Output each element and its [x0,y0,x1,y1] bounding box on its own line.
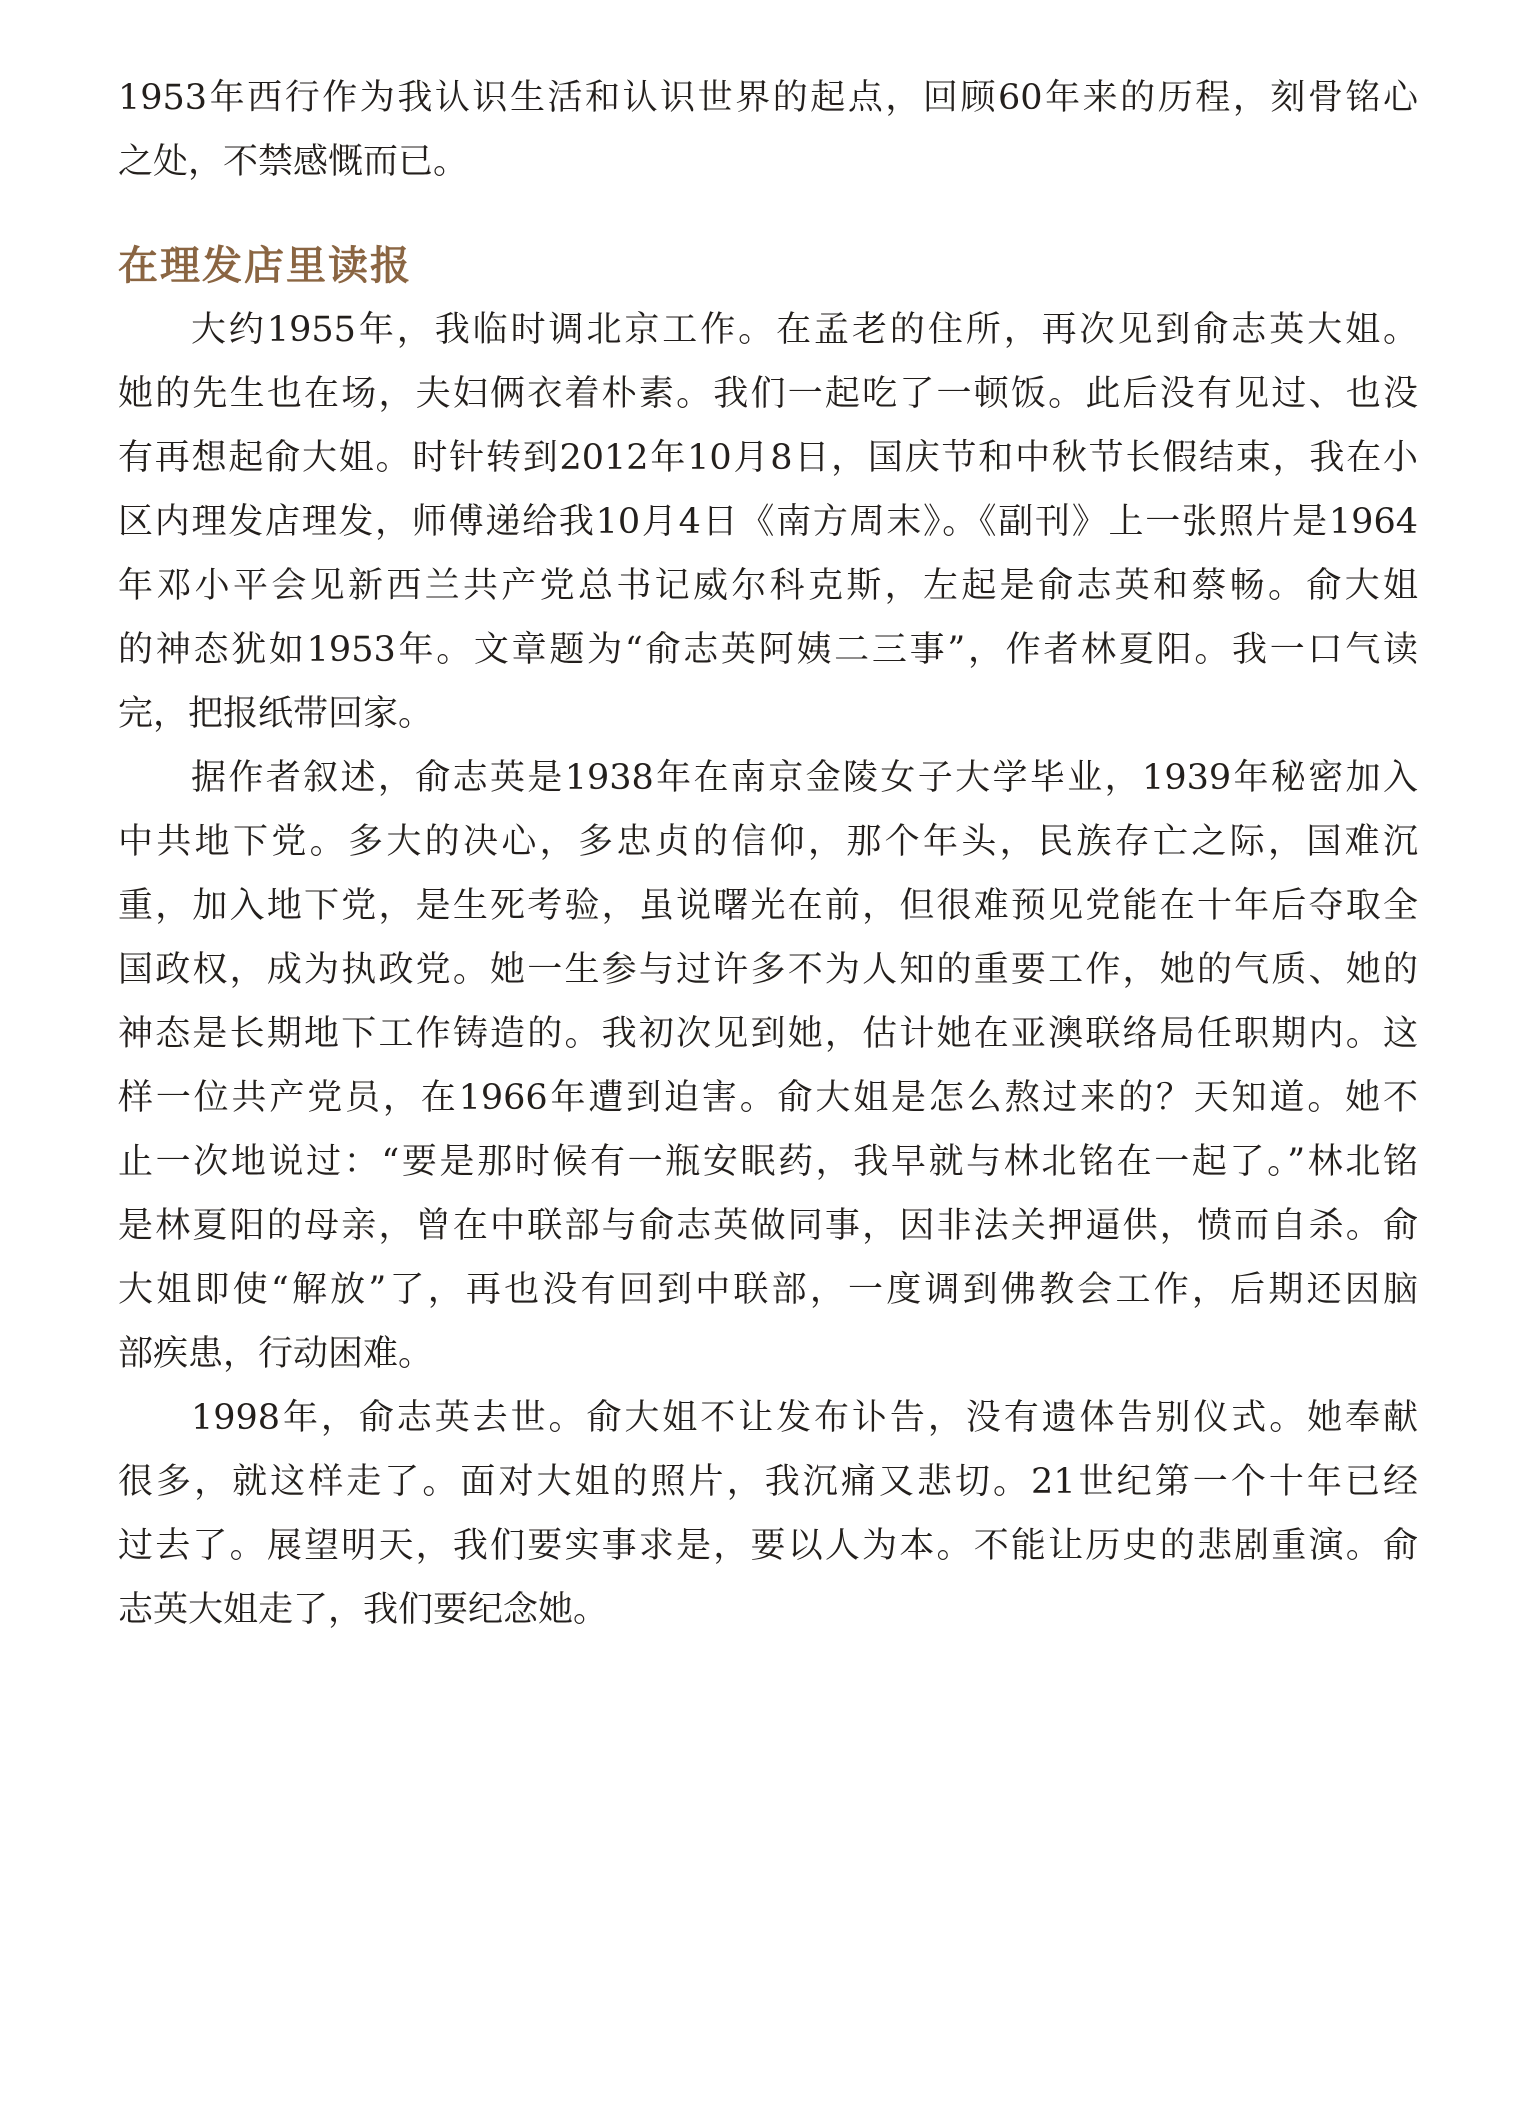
text-line: 国政权，成为执政党。她一生参与过许多不为人知的重要工作，她的气质、她的 [118,950,1418,990]
text-line: 大约1955年，我临时调北京工作。在孟老的住所，再次见到俞志英大姐。 [191,310,1418,350]
section-heading: 在理发店里读报 [118,243,412,289]
text-line: 样一位共产党员，在1966年遭到迫害。俞大姐是怎么熬过来的？天知道。她不 [118,1078,1418,1118]
text-line: 部疾患，行动困难。 [118,1334,434,1374]
text-line: 重，加入地下党，是生死考验，虽说曙光在前，但很难预见党能在十年后夺取全 [118,886,1418,926]
text-line: 过去了。展望明天，我们要实事求是，要以人为本。不能让历史的悲剧重演。俞 [118,1526,1418,1566]
article-page [118,66,1418,1642]
text-line: 之处，不禁感慨而已。 [118,142,469,182]
text-line: 区内理发店理发，师傅递给我10月4日《南方周末》。《副刊》上一张照片是1964 [118,502,1418,542]
text-line: 大姐即使“解放”了，再也没有回到中联部，一度调到佛教会工作，后期还因脑 [118,1270,1418,1310]
text-line: 有再想起俞大姐。时针转到2012年10月8日，国庆节和中秋节长假结束，我在小 [118,438,1418,478]
text-line: 年邓小平会见新西兰共产党总书记威尔科克斯，左起是俞志英和蔡畅。俞大姐 [118,566,1418,606]
text-line: 她的先生也在场，夫妇俩衣着朴素。我们一起吃了一顿饭。此后没有见过、也没 [118,374,1418,414]
text-line: 完，把报纸带回家。 [118,694,434,734]
text-line: 的神态犹如1953年。文章题为“俞志英阿姨二三事”，作者林夏阳。我一口气读 [118,630,1418,670]
text-line: 止一次地说过：“要是那时候有一瓶安眠药，我早就与林北铭在一起了。”林北铭 [118,1142,1418,1182]
text-line: 是林夏阳的母亲，曾在中联部与俞志英做同事，因非法关押逼供，愤而自杀。俞 [118,1206,1418,1246]
text-line: 志英大姐走了，我们要纪念她。 [118,1590,609,1630]
paragraph-3 [118,1386,1418,1642]
text-line: 1953年西行作为我认识生活和认识世界的起点，回顾60年来的历程，刻骨铭心 [118,78,1418,118]
text-line: 中共地下党。多大的决心，多忠贞的信仰，那个年头，民族存亡之际，国难沉 [118,822,1418,862]
text-line: 很多，就这样走了。面对大姐的照片，我沉痛又悲切。21世纪第一个十年已经 [118,1462,1418,1502]
paragraph-1 [118,298,1418,746]
paragraph-2 [118,746,1418,1386]
intro-paragraph [118,66,1418,194]
text-line: 1998年，俞志英去世。俞大姐不让发布讣告，没有遗体告别仪式。她奉献 [191,1398,1418,1438]
text-line: 神态是长期地下工作铸造的。我初次见到她，估计她在亚澳联络局任职期内。这 [118,1014,1418,1054]
text-line: 据作者叙述，俞志英是1938年在南京金陵女子大学毕业，1939年秘密加入 [191,758,1418,798]
